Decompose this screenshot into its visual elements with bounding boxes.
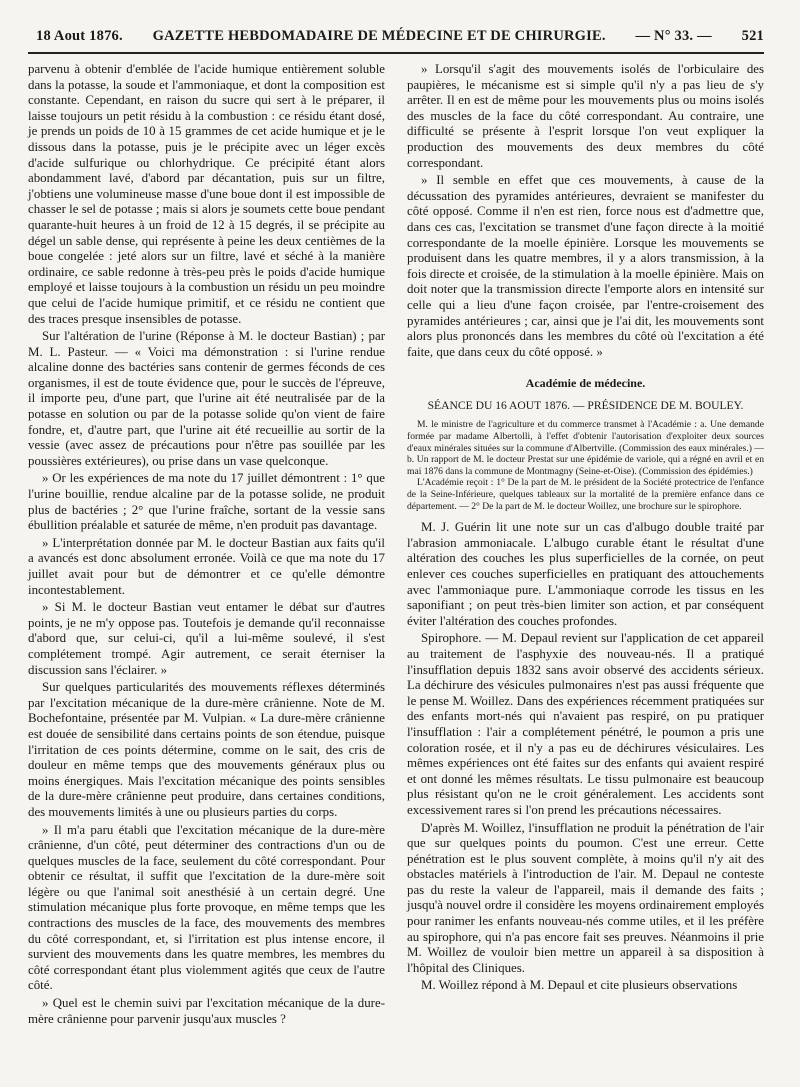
paragraph: parvenu à obtenir d'emblée de l'acide humique entièrement soluble dans la potasse, la soude et l'ammoniaque, et dont la composition est constante. Cependant, en raison du sucre qui sert à le préparer, il laisse toujours un petit résidu à la combustion : ce résidu étant dosé, je prends un poids de 10 à 15 grammes de cet acide humique et je le dissous dans la potasse, puis je le précipite avec un léger excès d'acide sulfurique ou chlorhydrique. Ce précipité étant alors abondamment lavé, d'abord par décantation, puis sur un filtre, j'obtiens une volumineuse masse d'une boue dont il est impossible de chasser le sel de potasse ; mais si alors je soumets cette boue pendant quarante-huit heures à un froid de 12 à 15 degrés, il se précipite au dégel un sable dense, qui représente à peine les deux centièmes de la boue congelée : jeté alors sur un filtre, lavé et séché à la manière ordinaire, ce sable redonne à très-peu près le poids d'acide humique employé et laisse toujours à la combustion un résidu un peu moindre que celui de l'acide humique primitif, et ce résidu ne contient que des traces presque insensibles de potasse. bbox=[28, 62, 385, 326]
paragraph: » Si M. le docteur Bastian veut entamer le débat sur d'autres points, je ne m'y oppose pas. Toutefois je demande qu'il reconnaisse d'abord que, sur celui-ci, qu'il a lui-même soulevé, il s'est complétement trompé. Agir autrement, ce serait éterniser la discussion sans l'éclairer. » bbox=[28, 600, 385, 677]
paragraph: D'après M. Woillez, l'insufflation ne produit la pénétration de l'air que sur quelques points du poumon. C'est une erreur. Cette pénétration est le plus souvent complète, à moins qu'il n'y ait des obstacles matériels à l'introduction de l'air. M. Depaul ne conteste pas du reste la valeur de l'appareil, mais il demande des faits ; jusqu'à nouvel ordre il considère les moyens ordinairement employés pour ranimer les enfants nouveau-nés comme utiles, et il les préfère au spirophore, qui n'a pas encore fait ses preuves. Néanmoins il prie M. Woillez de vouloir bien mettre un appareil à sa disposition à l'hôpital des Cliniques. bbox=[407, 820, 764, 975]
paragraph: » Lorsqu'il s'agit des mouvements isolés de l'orbiculaire des paupières, le mécanisme est si simple qu'il n'y a pas lieu de s'y arrêter. Il en est de même pour les mouvements plus ou moins isolés des muscles de la face du côté correspondant. Au contraire, une difficulté se présente à l'esprit lorsque l'on veut expliquer la production des mouvements des deux membres du côté correspondant. bbox=[407, 62, 764, 170]
small-paragraph: L'Académie reçoit : 1° De la part de M. le président de la Société protectrice de l'enfance de la Seine-Inférieure, quelques tableaux sur la mortalité de la première enfance dans ce département. — 2° De la part de M. le docteur Woillez, une brochure sur le spirophore. bbox=[407, 477, 764, 512]
paragraph: M. J. Guérin lit une note sur un cas d'albugo double traité par l'abrasion ammoniacale. L'albugo curable étant le résultat d'une altération des couches les plus superficielles de la cornée, on peut enlever ces couches superficielles en pratiquant des attouchements avec l'ammoniaque pure. L'ammoniaque corrode les tissus en les saponifiant ; on peut très-bien limiter son action, et par conséquent éviter l'altération des couches profondes. bbox=[407, 520, 764, 628]
paragraph: » Il m'a paru établi que l'excitation mécanique de la dure-mère crânienne, d'un côté, peut déterminer des contractions d'un ou de quelques muscles de la face, seulement du côté correspondant. Pour obtenir ce résultat, il suffit que l'excitation de la dure-mère soit légère ou que l'animal soit anesthésié à un certain degré. Une stimulation mécanique plus forte provoque, en même temps que les contractions des muscles de la face, des mouvements des membres du côté correspondant, et, si l'irritation est plus intense encore, il survient des mouvements dans les quatre membres, les membres du côté correspondant étant plus violemment agités que ceux de l'autre côté. bbox=[28, 822, 385, 993]
journal-title: GAZETTE HEBDOMADAIRE DE MÉDECINE ET DE CHIRURGIE. bbox=[152, 28, 606, 44]
section-heading: Académie de médecine. bbox=[525, 376, 646, 391]
paragraph: » Or les expériences de ma note du 17 juillet démontrent : 1° que l'urine bouillie, rendue alcaline par de la potasse solide, ne produit plus de bactéries ; 2° que l'urine fraîche, sortant de la vessie sans ébullition préalable et saturée de même, n'en produit pas davantage. bbox=[28, 471, 385, 533]
paragraph: Sur l'altération de l'urine (Réponse à M. le docteur Bastian) ; par M. L. Pasteur. — « Voici ma démonstration : si l'urine rendue alcaline donne des bactéries sans contenir de germes féconds de ces organismes, il est de toute évidence que, pour le succès de l'épreuve, il importe peu, d'une part, que l'urine ait été neutralisée par de la potasse en solution ou par de la potasse solide qu'on vient de faire fondre, et, d'autre part, que l'urine ait été recueillie au sortir de la vessie (avec assez de précautions pour n'être pas souillée par les poussières extérieures), ou prise dans un vase quelconque. bbox=[28, 329, 385, 468]
paragraph: Sur quelques particularités des mouvements réflexes déterminés par l'excitation mécanique de la dure-mère crânienne. Note de M. Bochefontaine, présentée par M. Vulpian. « La dure-mère crânienne est douée de sensibilité dans certains points de son étendue, puisque l'irritation de ces points détermine, comme on le sait, des cris de douleur en même temps que des mouvements généraux plus ou moins énergiques. Mais l'excitation mécanique des points sensibles de la dure-mère crânienne peut produire, dans certaines conditions, des mouvements limités à une ou plusieurs parties du corps. bbox=[28, 680, 385, 819]
correspondence-notes bbox=[407, 419, 764, 512]
page-header bbox=[36, 28, 764, 45]
text-columns bbox=[28, 62, 764, 1029]
header-date: 18 Aout 1876. bbox=[36, 28, 123, 44]
paragraph: » Il semble en effet que ces mouvements, à cause de la décussation des pyramides antérieures, devraient se manifester du côté opposé. Comme il n'en est rien, force nous est d'admettre que, dans ces cas, l'excitation se transmet d'une façon directe à la moitié correspondante de la moelle épinière. Lorsque les mouvements se produisent dans les quatre membres, il y a alors transmission, à la fois directe et croisée, de la stimulation à la moelle épinière. Mais on doit noter que la transmission directe l'emporte alors en intensité sur celle qui a lieu d'une façon croisée, par l'entre-croisement des pyramides antérieures ; car, ainsi que je l'ai dit, les mouvements sont alors plus prononcés dans les membres du côté où l'excitation a été faite, que dans ceux du côté opposé. » bbox=[407, 173, 764, 359]
paragraph: M. Woillez répond à M. Depaul et cite plusieurs observations bbox=[421, 978, 738, 993]
small-paragraph: M. le ministre de l'agriculture et du commerce transmet à l'Académie : a. Une demande formée par madame Albertolli, à l'effet d'obtenir l'autorisation d'exploiter deux sources d'eaux minérales situées sur la commune d'Albertville. (Commission des eaux minérales.) — b. Un rapport de M. le docteur Prestat sur une épidémie de variole, qui a régné en avril et en mai 1876 dans la commune de Montmagny (Seine-et-Oise). (Commission des épidémies.) bbox=[407, 419, 764, 477]
page-number: 521 bbox=[741, 28, 764, 44]
issue-number: — N° 33. — bbox=[635, 28, 712, 44]
session-line: SÉANCE DU 16 AOUT 1876. — PRÉSIDENCE DE M. BOULEY. bbox=[427, 398, 744, 412]
right-column bbox=[407, 62, 764, 1029]
paragraph: » L'interprétation donnée par M. le docteur Bastian aux faits qu'il a avancés est donc absolument erronée. Voilà ce que ma note du 17 juillet avait pour but de démontrer et ce qu'elle démontre incontestablement. bbox=[28, 535, 385, 597]
left-column bbox=[28, 62, 385, 1029]
paragraph: Spirophore. — M. Depaul revient sur l'application de cet appareil au traitement de l'asphyxie des nouveau-nés. Il a pratiqué l'insufflation depuis 1832 sans avoir observé des accidents sérieux. La déchirure des vésicules pulmonaires n'est pas aussi fréquente que le pense M. Woillez. Dans des expériences récemment pratiquées sur des enfants mort-nés qui n'avaient pas respiré, on pu pratiquer l'insufflation : l'air a complétement pénétré, le poumon a pris une coloration rosée, et il n'y a pas eu de déchirures vésiculaires. Les mêmes expériences ont été faites sur des enfants qui avaient respiré et ont donné les mêmes résultats. Le tissu pulmonaire est beaucoup plus résistant qu'on ne le croit généralement. Les accidents sont excessivement rares si l'on prend les précautions nécessaires. bbox=[407, 631, 764, 817]
header-rule bbox=[28, 52, 764, 54]
paragraph: » Quel est le chemin suivi par l'excitation mécanique de la dure-mère crânienne pour parvenir jusqu'aux muscles ? bbox=[28, 996, 385, 1026]
